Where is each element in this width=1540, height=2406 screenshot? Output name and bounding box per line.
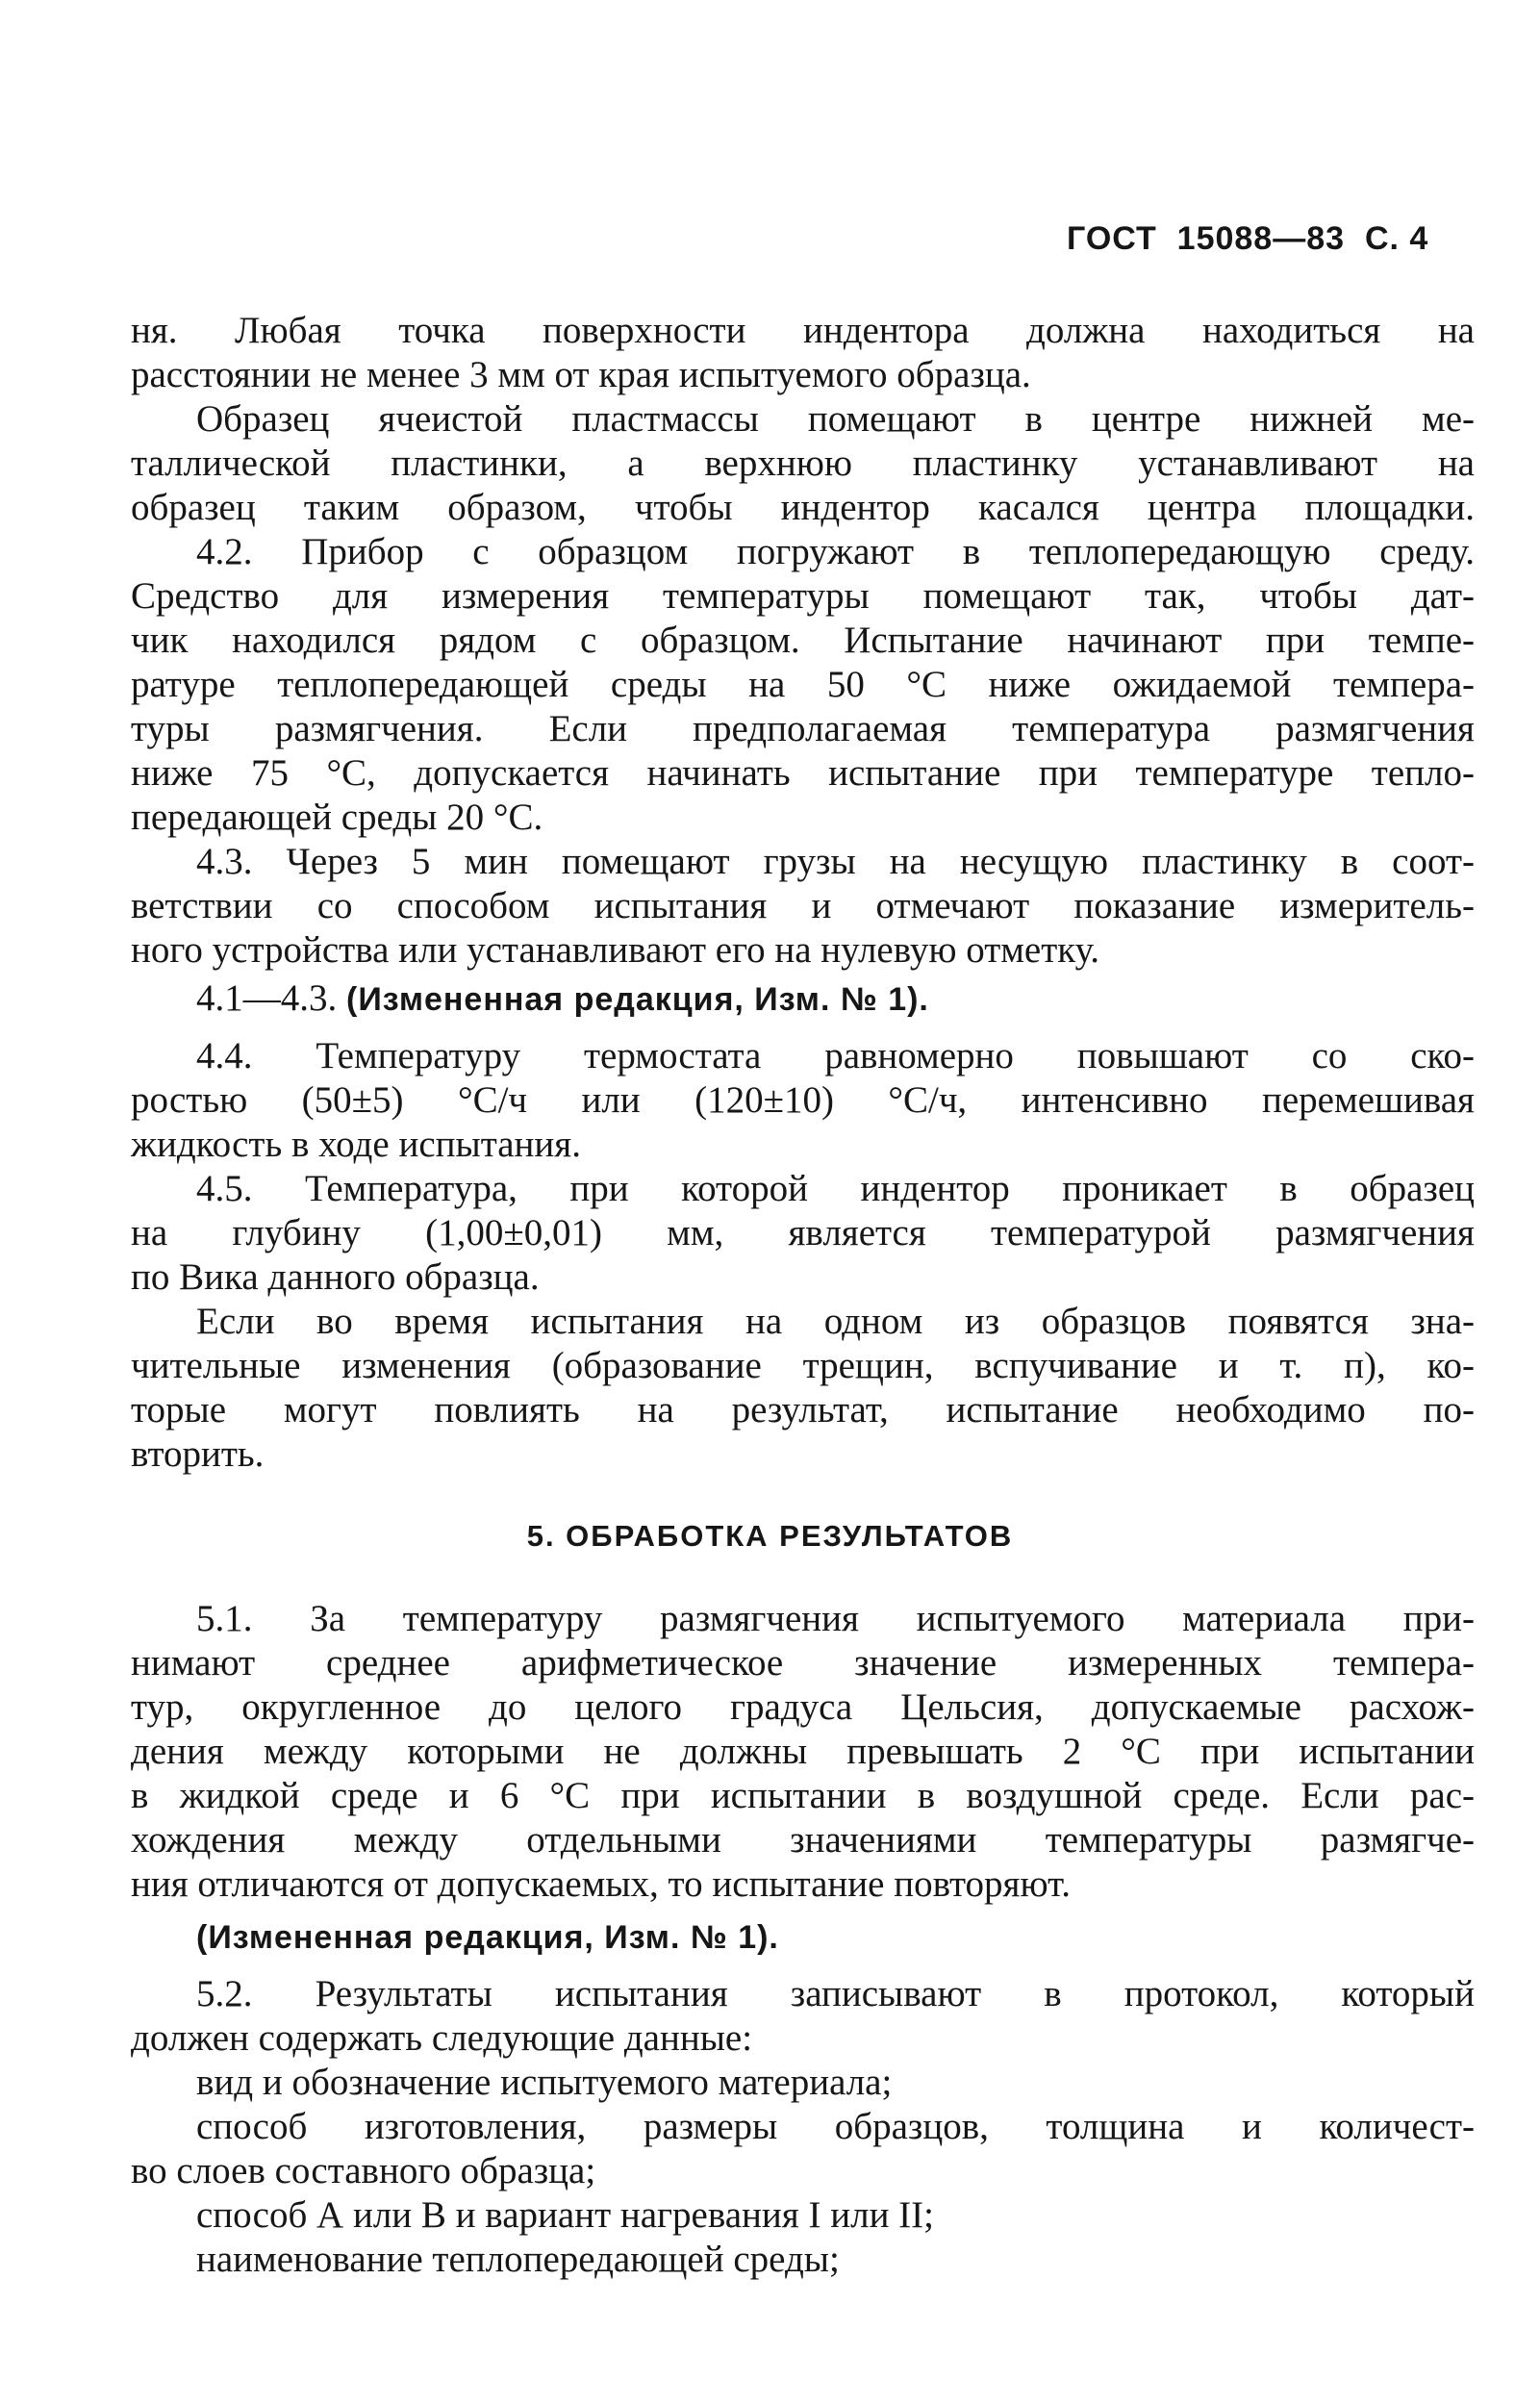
text-line: жидкость в ходе испытания. [131, 1124, 581, 1165]
text-line: в жидкой среде и 6 °С при испытании в воздушной среде. Если рас- [131, 1775, 1475, 1816]
text-line: ветствии со способом испытания и отмечают показание измеритель- [131, 885, 1475, 926]
text-line: 4.4. Температуру термостата равномерно повышают со ско- [196, 1035, 1475, 1076]
text-line: во слоев составного образца; [131, 2150, 596, 2191]
text-line: нимают среднее арифметическое значение измеренных темпера- [131, 1642, 1475, 1684]
text-line: наименование теплопередающей среды; [196, 2239, 840, 2280]
text-line: 4.5. Температура, при которой индентор проникает в образец [196, 1168, 1475, 1209]
header-page-number: С. 4 [1364, 220, 1429, 257]
text-line: 4.3. Через 5 мин помещают грузы на несущую пластинку в соот- [196, 841, 1475, 882]
text-line: ратуре теплопередающей среды на 50 °С ниже ожидаемой темпера- [131, 664, 1475, 705]
text-line: Образец ячеистой пластмассы помещают в центре нижней ме- [196, 398, 1475, 440]
text-line: ростью (50±5) °С/ч или (120±10) °С/ч, интенсивно перемешивая [131, 1079, 1475, 1121]
text-line: передающей среды 20 °С. [131, 797, 543, 838]
text-line: вид и обозначение испытуемого материала; [196, 2062, 893, 2103]
text-line: тур, округленное до целого градуса Цельсия, допускаемые расхож- [131, 1686, 1475, 1728]
text-line: чик находился рядом с образцом. Испытание начинают при темпе- [131, 620, 1475, 661]
header-gost: ГОСТ [1067, 220, 1157, 257]
text-line: таллической пластинки, а верхнюю пластинку устанавливают на [131, 443, 1475, 484]
text-line: ния отличаются от допускаемых, то испытание повторяют. [131, 1863, 1071, 1905]
section-heading: 5. ОБРАБОТКА РЕЗУЛЬТАТОВ [526, 1519, 1014, 1553]
text-line: образец таким образом, чтобы индентор касался центра площадки. [131, 487, 1475, 528]
text-line: вторить. [131, 1433, 265, 1475]
text-line: дения между которыми не должны превышать 2 °С при испытании [131, 1731, 1475, 1772]
text-line: должен содержать следующие данные: [131, 2017, 753, 2059]
text-line: Средство для измерения температуры помещают так, чтобы дат- [131, 575, 1475, 617]
text-line: на глубину (1,00±0,01) мм, является температурой размягчения [131, 1212, 1475, 1254]
text-line: 4.2. Прибор с образцом погружают в теплопередающую среду. [196, 531, 1475, 572]
text-line: Если во время испытания на одном из образцов появятся зна- [196, 1301, 1475, 1342]
text-line: расстоянии не менее 3 мм от края испытуемого образца. [131, 354, 1031, 395]
text-line: туры размягчения. Если предполагаемая температура размягчения [131, 708, 1475, 749]
amendment-note [196, 976, 1475, 1021]
text-line: чительные изменения (образование трещин, вспучивание и т. п), ко- [131, 1345, 1475, 1386]
page-header [1067, 215, 1500, 262]
text-line: 5.1. За температуру размягчения испытуемого материала при- [196, 1598, 1475, 1639]
amendment-note [196, 1914, 1475, 1959]
amendment-label: (Измененная редакция, Изм. № 1). [346, 981, 929, 1018]
text-line: 5.2. Результаты испытания записывают в протокол, который [196, 1973, 1475, 2014]
text-line: способ А или В и вариант нагревания I или II; [196, 2194, 934, 2236]
header-standard-number: 15088—83 [1176, 220, 1346, 257]
amendment-clauses: 4.1—4.3. [196, 977, 338, 1019]
text-line: торые могут повлиять на результат, испытание необходимо по- [131, 1389, 1475, 1431]
amendment-label: (Измененная редакция, Изм. № 1). [196, 1919, 779, 1956]
text-line: по Вика данного образца. [131, 1256, 540, 1298]
text-line: ня. Любая точка поверхности индентора должна находиться на [131, 310, 1475, 351]
text-line: хождения между отдельными значениями температуры размягче- [131, 1819, 1475, 1861]
text-line: ниже 75 °С, допускается начинать испытание при температуре тепло- [131, 752, 1475, 794]
text-line: ного устройства или устанавливают его на нулевую отметку. [131, 929, 1100, 971]
text-line: способ изготовления, размеры образцов, толщина и количест- [196, 2106, 1475, 2147]
